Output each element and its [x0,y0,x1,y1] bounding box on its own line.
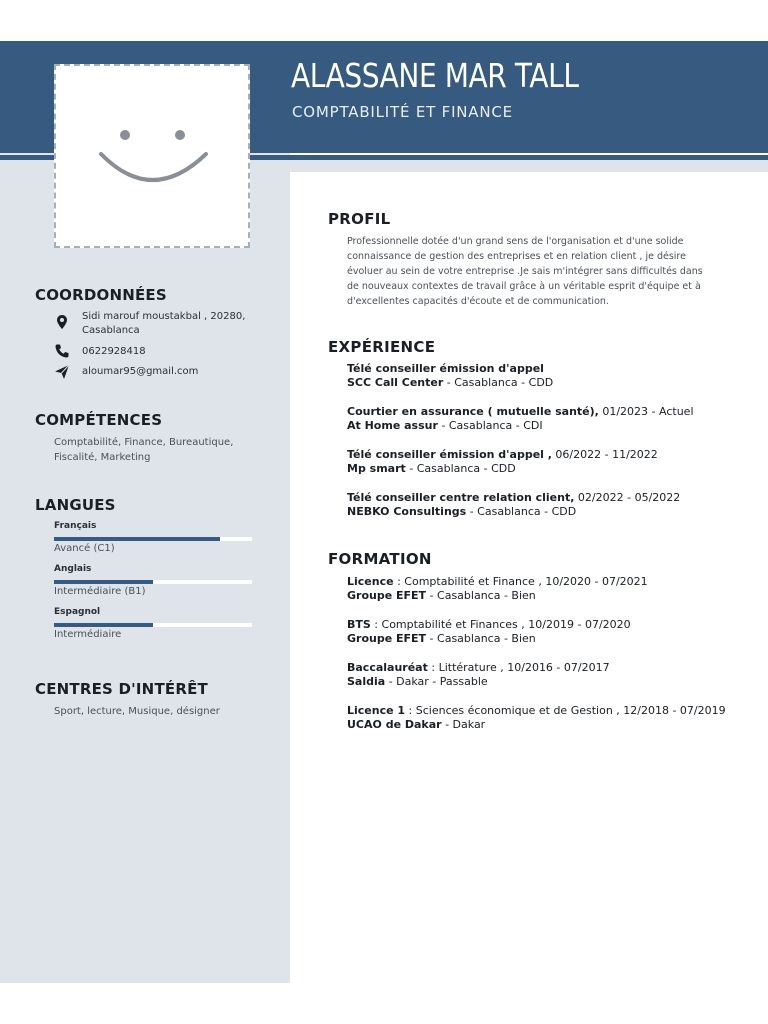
language-level-fill [54,580,153,584]
job-position: Télé conseiller émission d'appel , [347,448,552,461]
profile-text: Professionnelle dotée d'un grand sens de l'organisation et d'une solide connaissance de gestion des entreprises et en relation client , je désire évoluer au sein de votre entreprise .Je sais m'intégrer sans difficultés dans de nouveaux contextes de travail grâce à un véritable esprit d'équipe et à d'excellentes capacités d'écoute et de communication. [347,236,703,307]
employer: Mp smart [347,462,406,475]
interests-text: Sport, lecture, Musique, désigner [54,706,220,717]
employer: SCC Call Center [347,376,444,389]
contact-address: Sidi marouf moustakbal , 20280, Casablanca [82,311,246,336]
language-level-bar [54,537,252,541]
language-level-bar [54,623,252,627]
formation-heading: FORMATION [328,550,432,568]
page-top-margin [0,0,768,41]
experience-entry [347,491,747,519]
employer: NEBKO Consultings [347,505,467,518]
school: Groupe EFET [347,632,427,645]
job-position: Courtier en assurance ( mutuelle santé), [347,405,599,418]
phone-icon [54,343,70,359]
school-details: - Dakar - Passable [385,675,488,688]
job-details: - Casablanca - CDD [466,505,577,518]
sidebar [0,153,290,983]
formation-entry [347,661,747,689]
location-pin-icon [54,314,70,330]
degree: Licence [347,575,394,588]
degree: BTS [347,618,371,631]
languages-heading: LANGUES [35,496,116,514]
contact-heading: COORDONNÉES [35,286,167,304]
language-name: Espagnol [54,607,101,617]
skills-heading: COMPÉTENCES [35,411,163,429]
send-paper-plane-icon [54,364,70,380]
degree-description: : Littérature , 10/2016 - 07/2017 [427,661,610,674]
profile-photo-placeholder [54,64,250,248]
contact-phone[interactable]: 0622928418 [82,346,146,357]
job-position: Télé conseiller émission d'appel [347,362,544,375]
degree: Licence 1 [347,704,406,717]
job-position: Télé conseiller centre relation client, [347,491,575,504]
language-level-fill [54,537,220,541]
degree: Baccalauréat [347,661,428,674]
formation-entry [347,618,747,646]
experience-heading: EXPÉRIENCE [328,338,436,356]
school-details: - Casablanca - Bien [426,632,536,645]
job-details: - Casablanca - CDD [443,376,554,389]
contact-email[interactable]: aloumar95@gmail.com [82,366,199,377]
job-details: - Casablanca - CDI [437,419,543,432]
job-dates: 01/2023 - Actuel [598,405,694,418]
profile-heading: PROFIL [328,210,391,228]
experience-entry [347,405,747,433]
job-title: COMPTABILITÉ ET FINANCE [292,103,513,121]
experience-entry [347,448,747,476]
content-top-strip [290,160,768,172]
language-name: Anglais [54,564,92,574]
interests-heading: CENTRES D'INTÉRÊT [35,680,208,698]
language-level: Intermédiaire [54,629,122,640]
language-level: Intermédiaire (B1) [54,586,146,597]
language-level: Avancé (C1) [54,543,115,554]
degree-description: : Comptabilité et Finance , 10/2020 - 07/2021 [393,575,648,588]
school: UCAO de Dakar [347,718,442,731]
job-details: - Casablanca - CDD [405,462,516,475]
degree-description: : Sciences économique et de Gestion , 12/2018 - 07/2019 [405,704,726,717]
school-details: - Casablanca - Bien [426,589,536,602]
page-bottom-margin [0,983,768,1024]
skills-text: Comptabilité, Finance, Bureautique, Fiscalité, Marketing [54,437,234,463]
school: Saldia [347,675,386,688]
employer: At Home assur [347,419,438,432]
experience-entry [347,362,747,390]
school-details: - Dakar [441,718,486,731]
smiley-placeholder-icon [56,66,248,246]
language-level-fill [54,623,153,627]
candidate-name: ALASSANE MAR TALL [291,56,579,95]
language-name: Français [54,521,97,531]
formation-entry [347,575,747,603]
job-dates: 02/2022 - 05/2022 [574,491,681,504]
school: Groupe EFET [347,589,427,602]
language-level-bar [54,580,252,584]
job-dates: 06/2022 - 11/2022 [551,448,658,461]
formation-entry [347,704,747,732]
degree-description: : Comptabilité et Finances , 10/2019 - 07/2020 [370,618,631,631]
